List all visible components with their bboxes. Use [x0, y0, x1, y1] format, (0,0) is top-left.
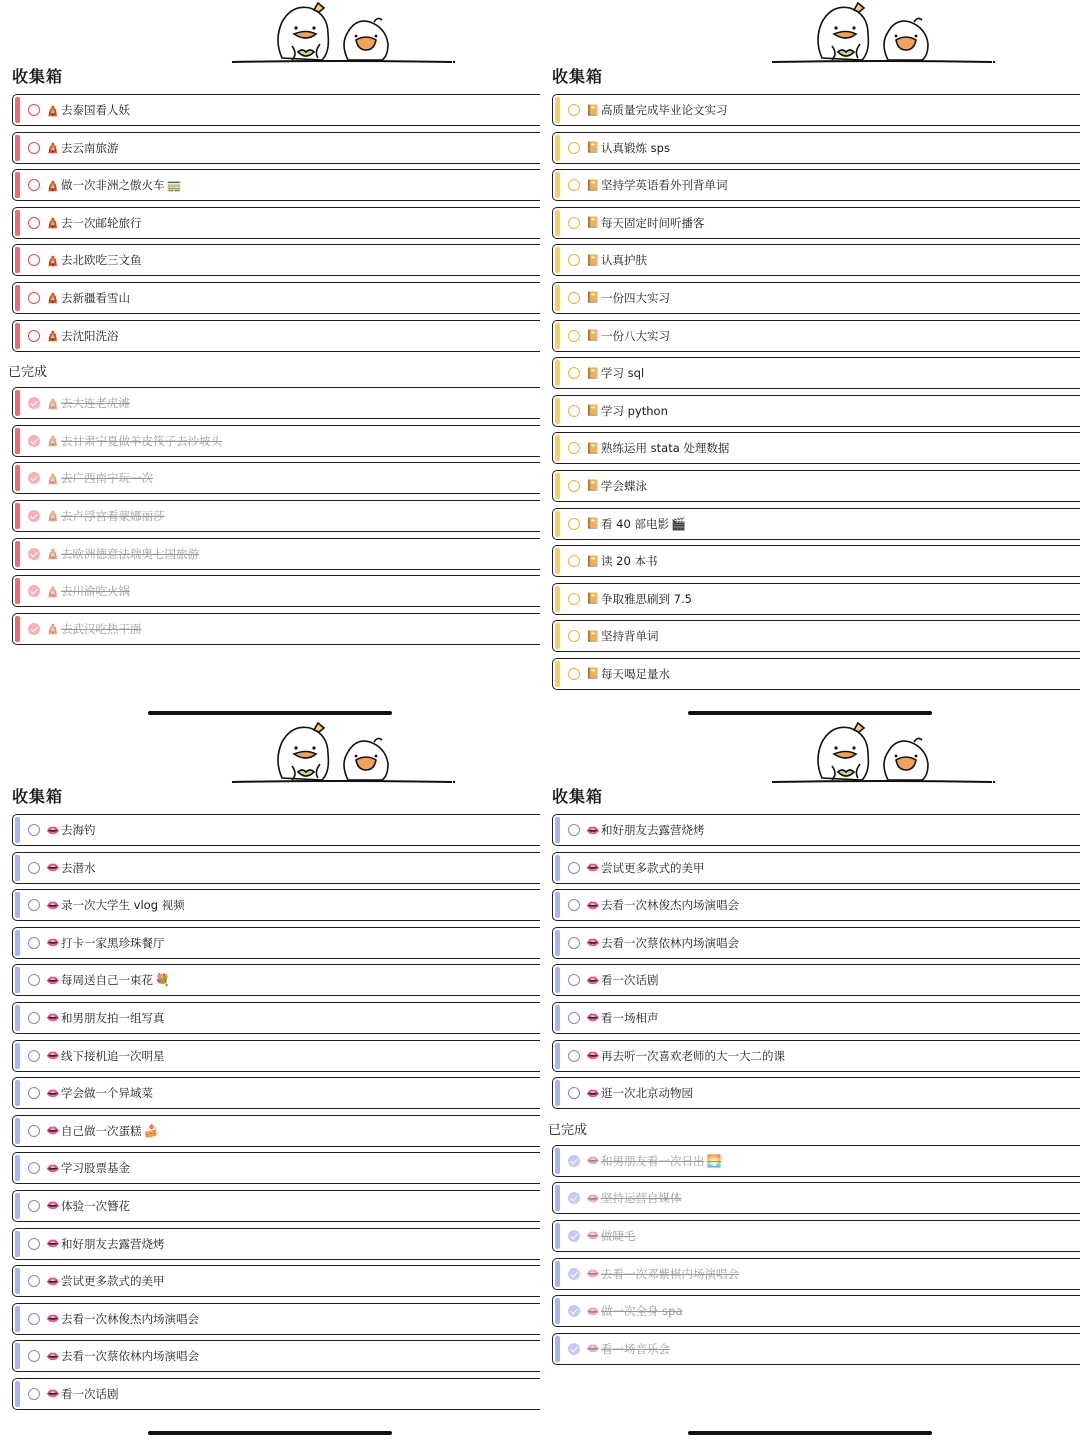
task-checkbox[interactable]	[568, 405, 580, 417]
category-emoji-icon: 🛕	[46, 253, 60, 267]
category-emoji-icon: 🛕	[46, 509, 60, 523]
todo-list	[552, 94, 1080, 696]
task-checkbox[interactable]	[568, 555, 580, 567]
task-checkbox[interactable]	[28, 142, 40, 154]
category-emoji-icon: 👄	[586, 1229, 600, 1243]
task-checkbox[interactable]	[568, 217, 580, 229]
task-label: 体验一次簪花	[61, 1198, 130, 1213]
category-emoji-icon: 👄	[46, 1312, 60, 1326]
category-emoji-icon: 👄	[586, 1086, 600, 1100]
task-item[interactable]	[552, 583, 1080, 615]
task-label: 坚持学英语看外刊背单词	[601, 178, 728, 193]
panel-life-2	[540, 720, 1080, 1440]
checked-checkbox[interactable]	[28, 472, 40, 484]
task-item[interactable]	[552, 814, 1080, 846]
task-item[interactable]	[12, 852, 540, 884]
task-item[interactable]	[552, 1040, 1080, 1072]
category-emoji-icon: 📔	[586, 517, 600, 531]
category-emoji-icon: 📔	[586, 404, 600, 418]
task-checkbox[interactable]	[568, 179, 580, 191]
task-checkbox[interactable]	[568, 254, 580, 266]
category-emoji-icon: 👄	[586, 1304, 600, 1318]
panel-study	[540, 0, 1080, 720]
category-emoji-icon: 🛕	[46, 547, 60, 561]
completed-task-item[interactable]	[552, 1145, 1080, 1177]
task-checkbox[interactable]	[28, 1350, 40, 1362]
duck-mascot-illustration	[770, 720, 1002, 790]
category-emoji-icon: 👄	[46, 1124, 60, 1138]
category-emoji-icon: 👄	[586, 1011, 600, 1025]
trailing-emoji-icon: 🌅	[706, 1153, 722, 1168]
checked-checkbox[interactable]	[568, 1155, 580, 1167]
task-label: 做一次非洲之傲火车 🚃	[61, 178, 182, 193]
category-emoji-icon: 👄	[46, 1011, 60, 1025]
task-checkbox[interactable]	[28, 1200, 40, 1212]
category-emoji-icon: 👄	[586, 1154, 600, 1168]
task-label: 逛一次北京动物园	[601, 1086, 693, 1101]
checked-checkbox[interactable]	[28, 548, 40, 560]
task-item[interactable]	[552, 282, 1080, 314]
task-label: 认真锻炼 sps	[601, 140, 670, 155]
task-checkbox[interactable]	[568, 1087, 580, 1099]
task-item[interactable]	[552, 94, 1080, 126]
task-item[interactable]	[12, 814, 540, 846]
task-item[interactable]	[12, 1378, 540, 1410]
category-emoji-icon: 📔	[586, 441, 600, 455]
task-checkbox[interactable]	[568, 862, 580, 874]
category-emoji-icon: 👄	[586, 1191, 600, 1205]
completed-task-item[interactable]	[552, 1258, 1080, 1290]
category-emoji-icon: 🛕	[46, 396, 60, 410]
task-item[interactable]	[552, 545, 1080, 577]
task-checkbox[interactable]	[28, 1012, 40, 1024]
task-checkbox[interactable]	[568, 518, 580, 530]
task-item[interactable]	[552, 395, 1080, 427]
task-item[interactable]	[552, 964, 1080, 996]
completed-section	[8, 357, 540, 387]
completed-task-item[interactable]	[12, 387, 540, 419]
task-label: 去卢浮宫看蒙娜丽莎	[61, 508, 165, 523]
todo-list	[8, 94, 540, 650]
category-emoji-icon: 👄	[46, 1161, 60, 1175]
task-label: 做一次全身 spa	[601, 1304, 683, 1319]
task-label: 去北欧吃三文鱼	[61, 253, 142, 268]
task-item[interactable]	[552, 132, 1080, 164]
category-emoji-icon: 📔	[586, 366, 600, 380]
inbox-title: 收集箱	[12, 67, 64, 86]
home-indicator	[148, 1431, 392, 1435]
task-label: 看一场相声	[601, 1010, 659, 1025]
category-emoji-icon: 📔	[586, 178, 600, 192]
task-item[interactable]	[552, 320, 1080, 352]
task-checkbox[interactable]	[568, 104, 580, 116]
task-checkbox[interactable]	[28, 974, 40, 986]
task-label: 学习 sql	[601, 366, 645, 381]
task-item[interactable]	[552, 852, 1080, 884]
checked-checkbox[interactable]	[568, 1305, 580, 1317]
task-checkbox[interactable]	[28, 1125, 40, 1137]
task-label: 尝试更多款式的美甲	[601, 860, 705, 875]
checked-checkbox[interactable]	[568, 1268, 580, 1280]
task-checkbox[interactable]	[568, 1050, 580, 1062]
task-label: 录一次大学生 vlog 视频	[61, 898, 185, 913]
inbox-title: 收集箱	[12, 787, 64, 806]
task-label: 再去听一次喜欢老师的大一大二的课	[601, 1048, 785, 1063]
category-emoji-icon: 👄	[46, 1049, 60, 1063]
task-checkbox[interactable]	[28, 179, 40, 191]
task-checkbox[interactable]	[28, 1087, 40, 1099]
task-item[interactable]	[552, 1077, 1080, 1109]
task-label: 学会做一个异域菜	[61, 1086, 153, 1101]
task-item[interactable]	[552, 357, 1080, 389]
task-label: 去看一次林俊杰内场演唱会	[601, 898, 739, 913]
task-checkbox[interactable]	[28, 1050, 40, 1062]
task-item[interactable]	[552, 244, 1080, 276]
duck-mascot-illustration	[770, 0, 1002, 70]
task-checkbox[interactable]	[568, 593, 580, 605]
task-label: 去沈阳洗浴	[61, 328, 119, 343]
task-item[interactable]	[12, 964, 540, 996]
task-label: 认真护肤	[601, 253, 647, 268]
category-emoji-icon: 👄	[586, 1342, 600, 1356]
category-emoji-icon: 📔	[586, 554, 600, 568]
task-label: 去看一次林俊杰内场演唱会	[61, 1311, 199, 1326]
completed-task-item[interactable]	[12, 538, 540, 570]
task-label: 尝试更多款式的美甲	[61, 1274, 165, 1289]
category-emoji-icon: 👄	[586, 936, 600, 950]
task-label: 坚持运营自媒体	[601, 1191, 682, 1206]
category-emoji-icon: 📔	[586, 629, 600, 643]
completed-task-item[interactable]	[552, 1295, 1080, 1327]
task-label: 做睫毛	[601, 1228, 636, 1243]
task-checkbox[interactable]	[568, 937, 580, 949]
todo-list	[548, 814, 1080, 1370]
task-item[interactable]	[12, 1265, 540, 1297]
task-checkbox[interactable]	[28, 862, 40, 874]
category-emoji-icon: 📔	[586, 141, 600, 155]
task-checkbox[interactable]	[568, 630, 580, 642]
task-item[interactable]	[552, 889, 1080, 921]
task-checkbox[interactable]	[28, 824, 40, 836]
checked-checkbox[interactable]	[28, 585, 40, 597]
task-item[interactable]	[552, 508, 1080, 540]
task-checkbox[interactable]	[28, 1313, 40, 1325]
checked-checkbox[interactable]	[28, 623, 40, 635]
task-item[interactable]	[12, 207, 540, 239]
task-checkbox[interactable]	[28, 217, 40, 229]
task-item[interactable]	[12, 889, 540, 921]
task-checkbox[interactable]	[568, 1012, 580, 1024]
completed-task-item[interactable]	[12, 425, 540, 457]
task-label: 一份八大实习	[601, 328, 670, 343]
task-label: 去看一次蔡依林内场演唱会	[601, 935, 739, 950]
task-label: 学习股票基金	[61, 1161, 130, 1176]
category-emoji-icon: 👄	[46, 823, 60, 837]
completed-header[interactable]: 已完成	[8, 365, 48, 381]
category-emoji-icon: 🛕	[46, 178, 60, 192]
task-checkbox[interactable]	[568, 974, 580, 986]
task-label: 学会蝶泳	[601, 478, 647, 493]
category-emoji-icon: 📔	[586, 592, 600, 606]
task-item[interactable]	[12, 1040, 540, 1072]
task-label: 去欧洲德意法瑞奥七国旅游	[61, 546, 199, 561]
category-emoji-icon: 👄	[586, 823, 600, 837]
completed-task-item[interactable]	[12, 575, 540, 607]
task-label: 去云南旅游	[61, 140, 119, 155]
task-checkbox[interactable]	[568, 442, 580, 454]
category-emoji-icon: 👄	[46, 1199, 60, 1213]
completed-task-item[interactable]	[12, 613, 540, 645]
checked-checkbox[interactable]	[28, 510, 40, 522]
task-item[interactable]	[12, 169, 540, 201]
completed-task-item[interactable]	[12, 500, 540, 532]
task-item[interactable]	[552, 658, 1080, 690]
task-label: 去看一次蔡依林内场演唱会	[61, 1349, 199, 1364]
task-label: 坚持背单词	[601, 629, 659, 644]
category-emoji-icon: 👄	[46, 898, 60, 912]
task-checkbox[interactable]	[28, 1238, 40, 1250]
category-emoji-icon: 🛕	[46, 584, 60, 598]
task-label: 去武汉吃热干面	[61, 621, 142, 636]
task-label: 线下接机追一次明星	[61, 1048, 165, 1063]
checked-checkbox[interactable]	[568, 1230, 580, 1242]
category-emoji-icon: 🛕	[46, 141, 60, 155]
task-checkbox[interactable]	[568, 824, 580, 836]
category-emoji-icon: 📔	[586, 216, 600, 230]
task-label: 自己做一次蛋糕 🍰	[61, 1123, 159, 1138]
task-label: 打卡一家黑珍珠餐厅	[61, 935, 165, 950]
category-emoji-icon: 📔	[586, 329, 600, 343]
home-indicator	[148, 711, 392, 715]
checked-checkbox[interactable]	[28, 397, 40, 409]
panel-life-1	[0, 720, 541, 1440]
task-item[interactable]	[12, 1190, 540, 1222]
task-item[interactable]	[12, 1228, 540, 1260]
task-label: 看一次话剧	[601, 973, 659, 988]
task-checkbox[interactable]	[28, 254, 40, 266]
task-label: 和男朋友看一次日出 🌅	[601, 1153, 722, 1168]
task-item[interactable]	[12, 1077, 540, 1109]
category-emoji-icon: 👄	[46, 1349, 60, 1363]
task-checkbox[interactable]	[28, 899, 40, 911]
task-checkbox[interactable]	[568, 367, 580, 379]
task-label: 和好朋友去露营烧烤	[61, 1236, 165, 1251]
task-item[interactable]	[12, 1002, 540, 1034]
task-label: 争取雅思刷到 7.5	[601, 591, 692, 606]
task-checkbox[interactable]	[28, 937, 40, 949]
task-label: 每周送自己一束花 💐	[61, 973, 170, 988]
task-item[interactable]	[12, 927, 540, 959]
category-emoji-icon: 🛕	[46, 434, 60, 448]
task-label: 和好朋友去露营烧烤	[601, 823, 705, 837]
task-label: 去川渝吃火锅	[61, 584, 130, 599]
task-item[interactable]	[12, 1340, 540, 1372]
category-emoji-icon: 🛕	[46, 329, 60, 343]
task-item[interactable]	[12, 1115, 540, 1147]
category-emoji-icon: 👄	[586, 973, 600, 987]
trailing-emoji-icon: 🍰	[143, 1123, 159, 1138]
category-emoji-icon: 👄	[46, 973, 60, 987]
task-item[interactable]	[12, 132, 540, 164]
duck-mascot-illustration	[230, 720, 462, 790]
home-indicator	[688, 711, 932, 715]
completed-section	[548, 1115, 1080, 1145]
category-emoji-icon: 🛕	[46, 471, 60, 485]
task-label: 每天喝足量水	[601, 666, 670, 681]
home-indicator	[688, 1431, 932, 1435]
task-label: 去看一次邓紫棋内场演唱会	[601, 1266, 739, 1281]
category-emoji-icon: 📔	[586, 479, 600, 493]
task-item[interactable]	[552, 470, 1080, 502]
task-checkbox[interactable]	[568, 330, 580, 342]
category-emoji-icon: 📔	[586, 253, 600, 267]
task-label: 看一场音乐会	[601, 1341, 670, 1356]
task-label: 看一次话剧	[61, 1386, 119, 1401]
completed-task-item[interactable]	[552, 1333, 1080, 1365]
task-checkbox[interactable]	[568, 292, 580, 304]
completed-task-item[interactable]	[552, 1182, 1080, 1214]
category-emoji-icon: 🛕	[46, 622, 60, 636]
task-checkbox[interactable]	[568, 668, 580, 680]
task-label: 去泰国看人妖	[61, 103, 130, 117]
task-label: 熟练运用 stata 处理数据	[601, 441, 730, 456]
task-item[interactable]	[552, 169, 1080, 201]
task-label: 去潜水	[61, 860, 96, 875]
task-label: 高质量完成毕业论文实习	[601, 103, 728, 117]
task-label: 读 20 本书	[601, 554, 658, 569]
category-emoji-icon: 👄	[46, 1274, 60, 1288]
task-item[interactable]	[12, 94, 540, 126]
task-label: 去海钓	[61, 823, 96, 837]
checked-checkbox[interactable]	[568, 1343, 580, 1355]
checked-checkbox[interactable]	[28, 435, 40, 447]
category-emoji-icon: 📔	[586, 667, 600, 681]
task-checkbox[interactable]	[28, 292, 40, 304]
category-emoji-icon: 👄	[46, 1387, 60, 1401]
task-label: 一份四大实习	[601, 290, 670, 305]
task-label: 和男朋友拍一组写真	[61, 1010, 165, 1025]
task-label: 学习 python	[601, 403, 668, 418]
task-checkbox[interactable]	[28, 330, 40, 342]
category-emoji-icon: 👄	[586, 1267, 600, 1281]
task-label: 去一次邮轮旅行	[61, 215, 142, 230]
task-checkbox[interactable]	[568, 142, 580, 154]
task-item[interactable]	[12, 244, 540, 276]
category-emoji-icon: 👄	[46, 861, 60, 875]
category-emoji-icon: 👄	[46, 1237, 60, 1251]
task-item[interactable]	[552, 432, 1080, 464]
task-checkbox[interactable]	[28, 104, 40, 116]
task-label: 去广西南宁玩一次	[61, 471, 153, 486]
task-checkbox[interactable]	[28, 1275, 40, 1287]
task-label: 去甘肃宁夏做羊皮筏子去沙坡头	[61, 433, 222, 448]
panel-travel	[0, 0, 541, 720]
task-item[interactable]	[552, 207, 1080, 239]
category-emoji-icon: 🛕	[46, 103, 60, 117]
completed-task-item[interactable]	[552, 1220, 1080, 1252]
task-checkbox[interactable]	[28, 1162, 40, 1174]
trailing-emoji-icon: 🎬	[670, 516, 686, 531]
trailing-emoji-icon: 🚃	[166, 178, 182, 193]
category-emoji-icon: 👄	[46, 1086, 60, 1100]
duck-mascot-illustration	[230, 0, 462, 70]
task-checkbox[interactable]	[568, 899, 580, 911]
task-label: 去新疆看雪山	[61, 290, 130, 305]
task-item[interactable]	[12, 1303, 540, 1335]
todo-list	[12, 814, 540, 1416]
task-item[interactable]	[552, 927, 1080, 959]
category-emoji-icon: 🛕	[46, 216, 60, 230]
trailing-emoji-icon: 💐	[155, 973, 170, 988]
completed-task-item[interactable]	[12, 462, 540, 494]
task-label: 去大连老虎滩	[61, 396, 130, 411]
inbox-title: 收集箱	[552, 787, 604, 806]
category-emoji-icon: 👄	[46, 936, 60, 950]
task-item[interactable]	[552, 620, 1080, 652]
task-label: 看 40 部电影 🎬	[601, 516, 686, 531]
category-emoji-icon: 👄	[586, 1049, 600, 1063]
task-item[interactable]	[12, 320, 540, 352]
completed-header[interactable]: 已完成	[548, 1122, 588, 1138]
task-checkbox[interactable]	[28, 1388, 40, 1400]
category-emoji-icon: 🛕	[46, 291, 60, 305]
task-item[interactable]	[552, 1002, 1080, 1034]
category-emoji-icon: 📔	[586, 291, 600, 305]
task-item[interactable]	[12, 1152, 540, 1184]
category-emoji-icon: 👄	[586, 898, 600, 912]
task-checkbox[interactable]	[568, 480, 580, 492]
checked-checkbox[interactable]	[568, 1192, 580, 1204]
category-emoji-icon: 👄	[586, 861, 600, 875]
category-emoji-icon: 📔	[586, 103, 600, 117]
inbox-title: 收集箱	[552, 67, 604, 86]
task-item[interactable]	[12, 282, 540, 314]
task-label: 每天固定时间听播客	[601, 215, 705, 230]
